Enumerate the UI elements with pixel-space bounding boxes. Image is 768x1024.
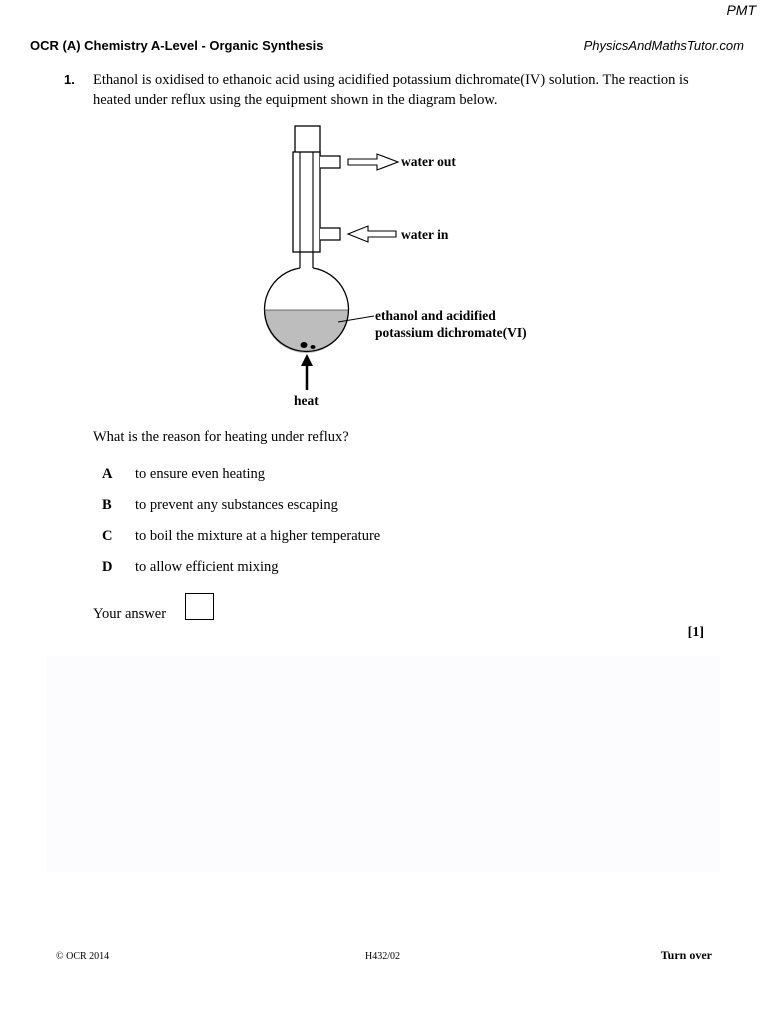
option-text: to allow efficient mixing: [135, 559, 279, 575]
water-in-label: water in: [401, 227, 449, 242]
anti-bumping-granule: [301, 342, 308, 348]
mixture-label-line2: potassium dichromate(VI): [375, 325, 527, 340]
option-text: to boil the mixture at a higher temperature: [135, 528, 381, 544]
question-text: Ethanol is oxidised to ethanoic acid using acidified potassium dichromate(IV) solution. The reaction is heated under reflux using the equipment shown in the diagram below.: [93, 72, 689, 108]
option-letter: B: [102, 497, 112, 513]
option-text: to ensure even heating: [135, 466, 266, 482]
heat-label: heat: [294, 393, 319, 408]
marks: [1]: [687, 625, 704, 640]
water-out-arrow: [348, 154, 398, 170]
anti-bumping-granule: [311, 345, 316, 349]
working-space: [47, 656, 720, 872]
footer-paper-code: H432/02: [365, 951, 400, 962]
inlet-arm: [320, 228, 340, 240]
reflux-diagram: [240, 118, 560, 418]
corner-tag: PMT: [726, 2, 756, 18]
condenser-jacket: [293, 152, 320, 252]
answer-box[interactable]: [185, 593, 214, 620]
water-in-arrow: [348, 226, 396, 242]
option-text: to prevent any substances escaping: [135, 497, 338, 513]
option-c[interactable]: [102, 528, 502, 545]
option-letter: C: [102, 528, 113, 544]
question-number: 1.: [64, 72, 75, 87]
option-letter: D: [102, 559, 113, 575]
mixture-label-line1: ethanol and acidified: [375, 308, 496, 323]
option-letter: A: [102, 466, 113, 482]
option-a[interactable]: [102, 466, 502, 483]
footer-copyright: © OCR 2014: [56, 951, 110, 962]
answer-label: Your answer: [93, 606, 167, 622]
question-stem: What is the reason for heating under reflux?: [93, 429, 349, 445]
option-d[interactable]: [102, 559, 502, 576]
flask-neck: [300, 252, 313, 268]
water-out-label: water out: [401, 154, 456, 169]
header-title: OCR (A) Chemistry A-Level - Organic Synthesis: [30, 38, 324, 53]
option-b[interactable]: [102, 497, 502, 514]
header-website: PhysicsAndMathsTutor.com: [583, 38, 744, 53]
outlet-arm: [320, 156, 340, 168]
footer-turn-over: Turn over: [660, 948, 712, 962]
